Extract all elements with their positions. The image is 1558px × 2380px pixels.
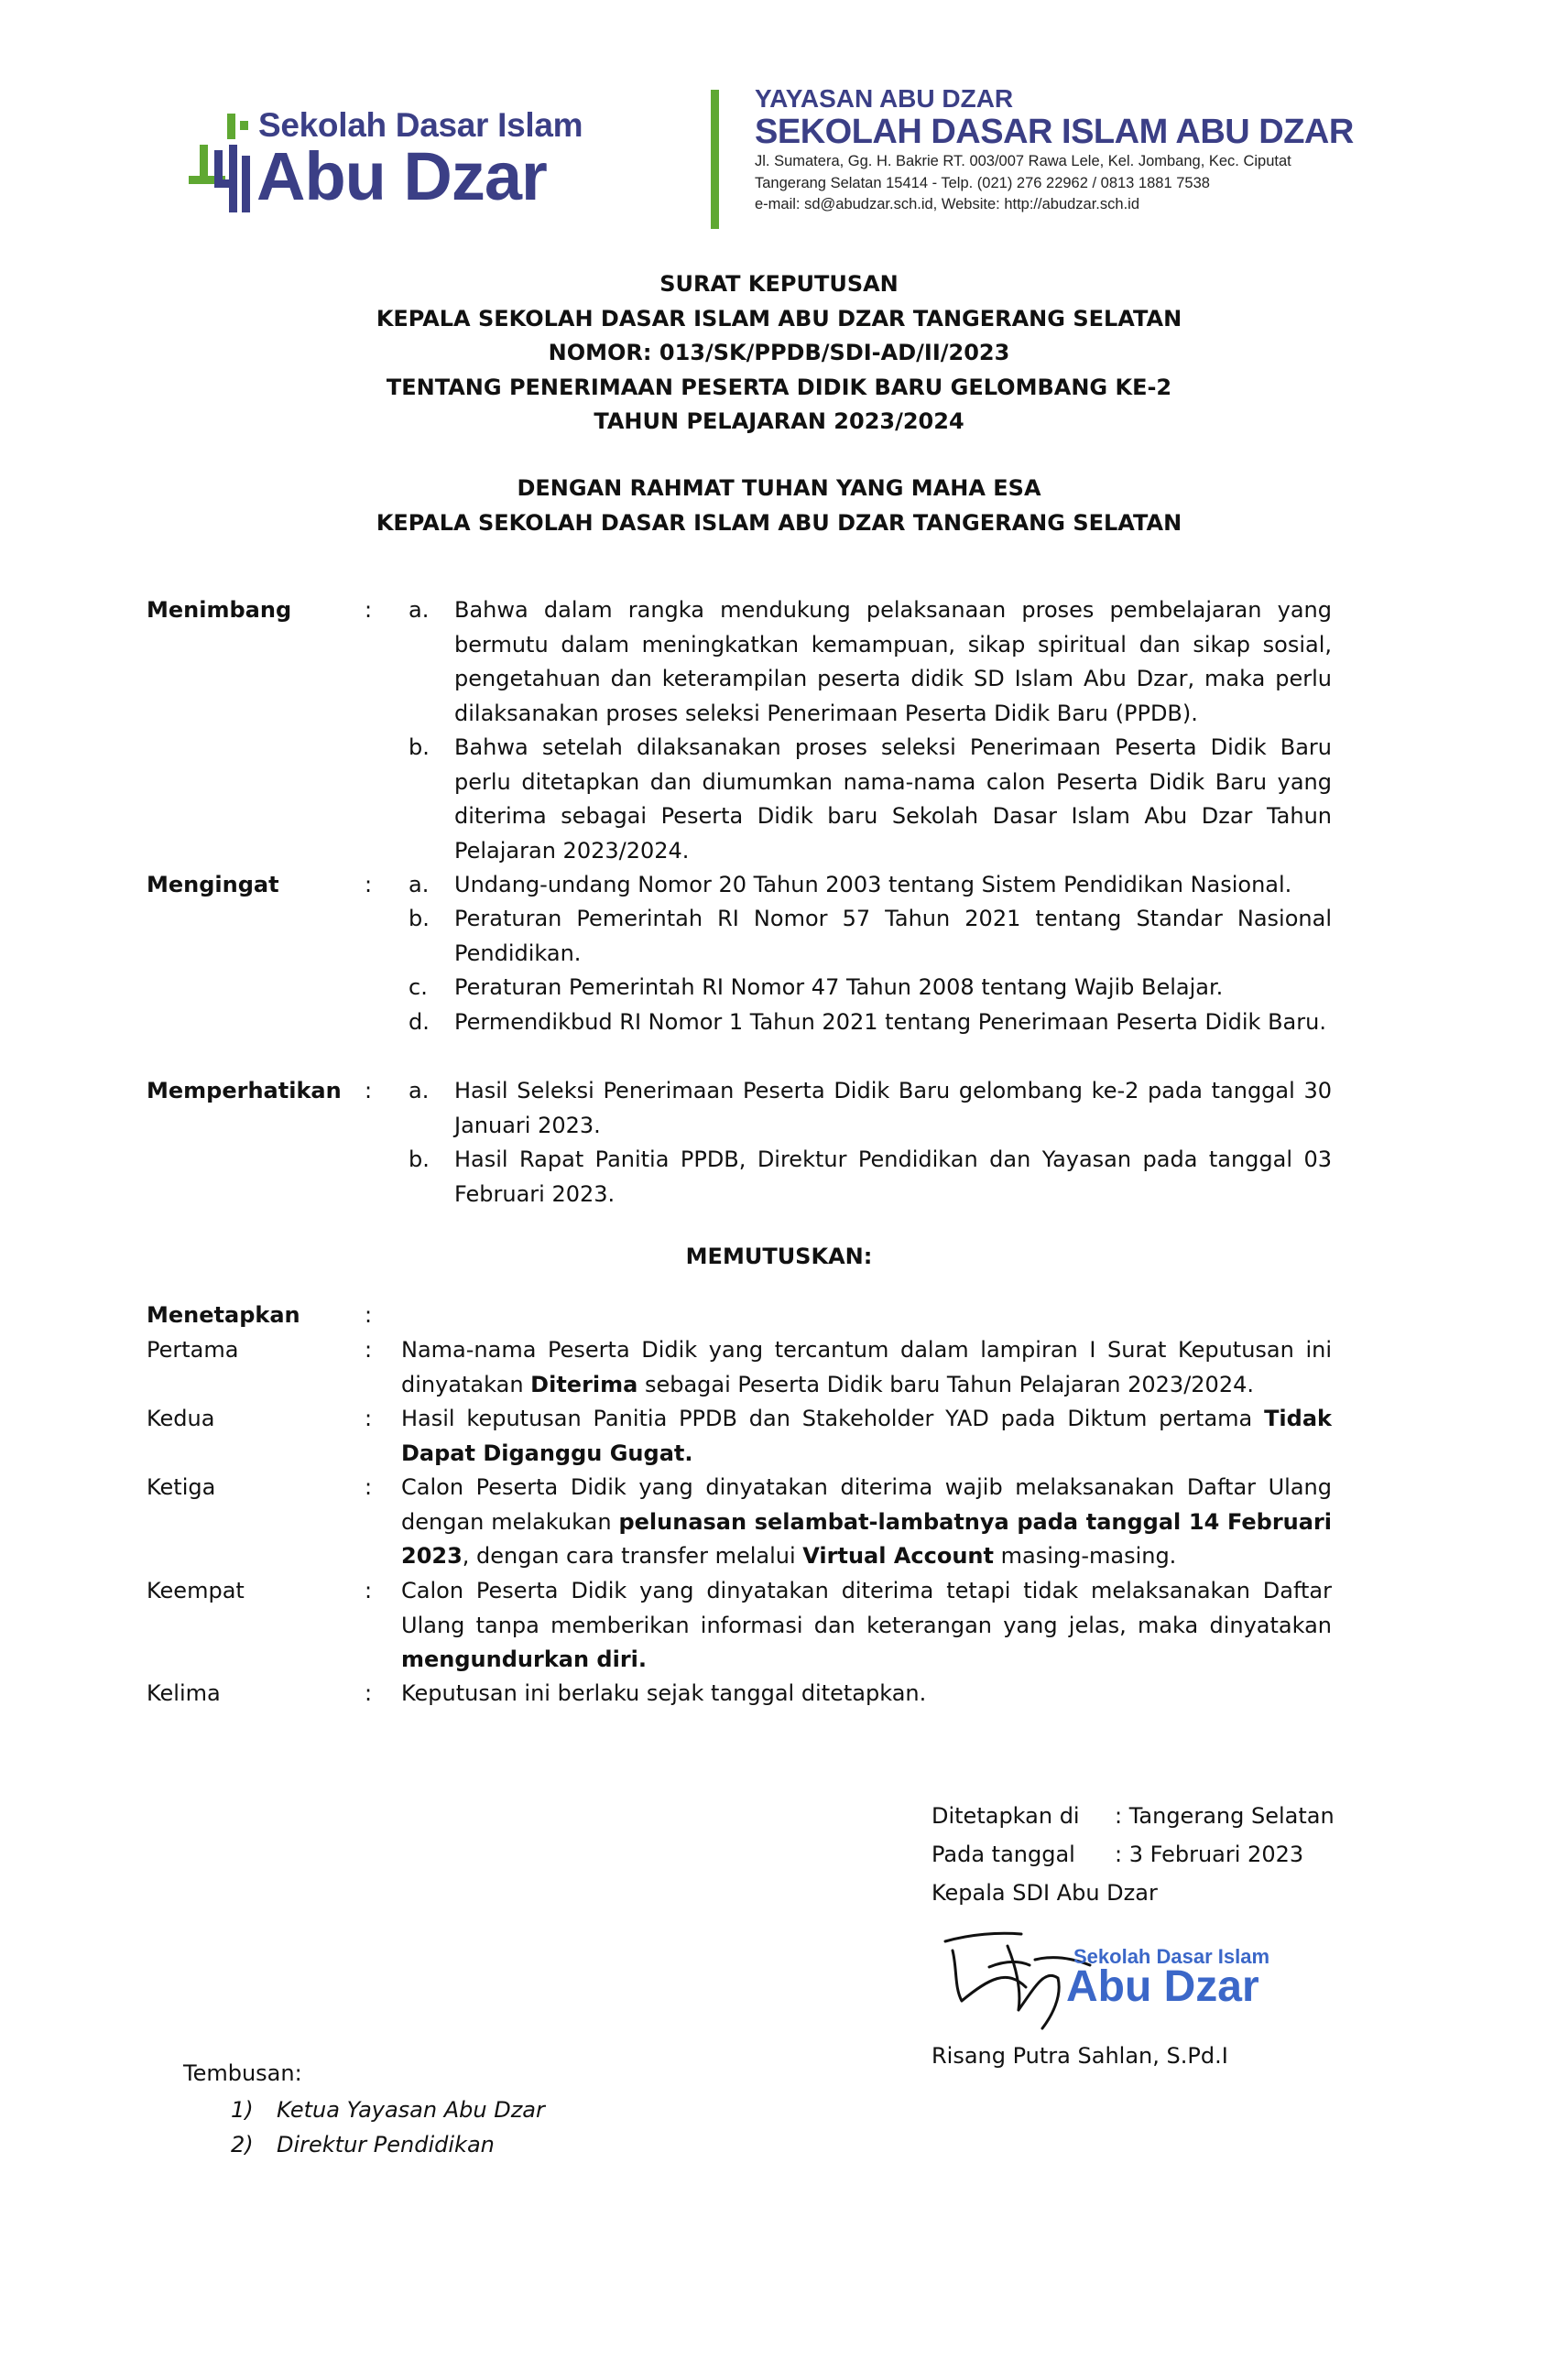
memperhatikan-label: Memperhatikan (147, 1078, 342, 1103)
diktum-pertama-colon: : (365, 1337, 373, 1363)
mengingat-d-text: Permendikbud RI Nomor 1 Tahun 2021 tentang Penerimaan Peserta Didik Baru. (454, 1009, 1326, 1035)
stamp-line1: Sekolah Dasar Islam (1073, 1945, 1270, 1968)
diktum-text-part: Calon Peserta Didik yang dinyatakan diterima wajib melaksanakan Daftar Ulang dengan melakukan (401, 1474, 1332, 1535)
diktum-keempat-text (401, 1574, 1332, 1678)
mengingat-b-text: Peraturan Pemerintah RI Nomor 57 Tahun 2021 tentang Standar Nasional Pendidikan. (454, 906, 1332, 966)
menetapkan-colon: : (365, 1302, 373, 1328)
memperhatikan-a-letter: a. (409, 1078, 430, 1103)
school-stamp (1066, 1940, 1284, 2022)
sig-place-row (932, 1797, 1335, 1835)
diktum-ketiga-colon: : (365, 1474, 373, 1500)
menimbang-b-letter: b. (409, 734, 430, 760)
address-line1: Jl. Sumatera, Gg. H. Bakrie RT. 003/007 Rawa Lele, Kel. Jombang, Kec. Ciputat (755, 153, 1291, 170)
diktum-bold-part: Diterima (530, 1371, 638, 1397)
menimbang-label: Menimbang (147, 597, 292, 623)
memutuskan-heading: MEMUTUSKAN: (685, 1244, 873, 1269)
memperhatikan-colon: : (365, 1078, 373, 1103)
title-line6: DENGAN RAHMAT TUHAN YANG MAHA ESA (517, 475, 1041, 501)
diktum-kedua-colon: : (365, 1406, 373, 1431)
mengingat-c-letter: c. (409, 974, 428, 1000)
tembusan-list (231, 2092, 545, 2162)
title-line3: NOMOR: 013/SK/PPDB/SDI-AD/II/2023 (548, 340, 1010, 365)
title-line1: SURAT KEPUTUSAN (659, 271, 899, 297)
title-line4: TENTANG PENERIMAAN PESERTA DIDIK BARU GELOMBANG KE-2 (386, 374, 1172, 400)
title-line5: TAHUN PELAJARAN 2023/2024 (594, 408, 964, 434)
diktum-text-part: Calon Peserta Didik yang dinyatakan diterima tetapi tidak melaksanakan Daftar Ulang tanpa memberikan informasi dan keterangan yang jelas, maka dinyatakan (401, 1578, 1332, 1638)
diktum-keempat-label: Keempat (147, 1578, 245, 1603)
diktum-text-part: masing-masing. (993, 1543, 1177, 1569)
diktum-bold-part: mengundurkan diri. (401, 1646, 648, 1672)
list-item-text: Ketua Yayasan Abu Dzar (277, 2097, 545, 2123)
memperhatikan-b-text: Hasil Rapat Panitia PPDB, Direktur Pendidikan dan Yayasan pada tanggal 03 Februari 2023. (454, 1147, 1332, 1207)
sig-date-row (932, 1835, 1335, 1874)
logo-line1: Sekolah Dasar Islam (258, 106, 583, 144)
letterhead-text (755, 84, 1396, 215)
list-item-number: 1) (231, 2097, 254, 2123)
sig-date-value: : 3 Februari 2023 (1115, 1842, 1304, 1867)
diktum-kelima-text: Keputusan ini berlaku sejak tanggal ditetapkan. (401, 1680, 927, 1706)
diktum-bold-part: Tidak Dapat Diganggu Gugat. (401, 1406, 1332, 1466)
diktum-ketiga-label: Ketiga (147, 1474, 216, 1500)
mengingat-d-letter: d. (409, 1009, 430, 1035)
diktum-text-part: sebagai Peserta Didik baru Tahun Pelajaran 2023/2024. (637, 1371, 1254, 1397)
school-logo (183, 103, 586, 220)
diktum-text-part: , dengan cara transfer melalui (462, 1543, 803, 1569)
list-item (231, 2092, 545, 2127)
logo-emblem-icon (183, 108, 256, 218)
diktum-kelima-label: Kelima (147, 1680, 221, 1706)
memperhatikan-b-letter: b. (409, 1147, 430, 1172)
signatory-name: Risang Putra Sahlan, S.Pd.I (932, 2043, 1228, 2069)
foundation-name: YAYASAN ABU DZAR (755, 84, 1014, 113)
mengingat-a-letter: a. (409, 872, 430, 897)
letterhead-divider (711, 90, 719, 229)
title-line2: KEPALA SEKOLAH DASAR ISLAM ABU DZAR TANGERANG SELATAN (376, 305, 1182, 331)
list-item (231, 2127, 545, 2162)
sig-place-label: Ditetapkan di (932, 1803, 1080, 1829)
diktum-kedua-label: Kedua (147, 1406, 215, 1431)
logo-line2: Abu Dzar (256, 138, 547, 214)
school-name: SEKOLAH DASAR ISLAM ABU DZAR (755, 113, 1354, 152)
sig-position: Kepala SDI Abu Dzar (932, 1880, 1158, 1906)
mengingat-colon: : (365, 872, 373, 897)
sig-date-label: Pada tanggal (932, 1842, 1075, 1867)
diktum-pertama-text (401, 1333, 1332, 1402)
title-line7: KEPALA SEKOLAH DASAR ISLAM ABU DZAR TANGERANG SELATAN (376, 509, 1182, 536)
address-line3: e-mail: sd@abudzar.sch.id, Website: http://abudzar.sch.id (755, 196, 1139, 213)
mengingat-label: Mengingat (147, 872, 279, 897)
address-line2: Tangerang Selatan 15414 - Telp. (021) 276 22962 / 0813 1881 7538 (755, 174, 1210, 191)
decree-preamble (0, 472, 1558, 540)
diktum-text-part: Nama-nama Peserta Didik yang tercantum dalam lampiran I Surat Keputusan ini dinyatakan (401, 1337, 1332, 1397)
diktum-kedua-text (401, 1402, 1332, 1471)
menimbang-b-text: Bahwa setelah dilaksanakan proses seleksi Penerimaan Peserta Didik Baru perlu ditetapkan dan diumumkan nama-nama calon Peserta Didik Baru yang diterima sebagai Peserta Didik baru Sekolah Dasar Islam Abu Dzar Tahun Pelajaran 2023/2024. (454, 734, 1332, 864)
tembusan-label: Tembusan: (183, 2060, 302, 2086)
list-item-text: Direktur Pendidikan (277, 2132, 495, 2157)
menimbang-a-letter: a. (409, 597, 430, 623)
decree-title (0, 267, 1558, 440)
diktum-pertama-label: Pertama (147, 1337, 239, 1363)
signature-block (932, 1797, 1335, 1912)
mengingat-a-text: Undang-undang Nomor 20 Tahun 2003 tentang Sistem Pendidikan Nasional. (454, 872, 1292, 897)
diktum-bold-part: Virtual Account (802, 1543, 994, 1569)
diktum-bold-part: pelunasan selambat-lambatnya pada tanggal 14 Februari 2023 (401, 1508, 1333, 1569)
list-item-number: 2) (231, 2132, 254, 2157)
mengingat-c-text: Peraturan Pemerintah RI Nomor 47 Tahun 2008 tentang Wajib Belajar. (454, 974, 1224, 1000)
menetapkan-label: Menetapkan (147, 1302, 300, 1328)
mengingat-b-letter: b. (409, 906, 430, 931)
menimbang-colon: : (365, 597, 373, 623)
stamp-line2: Abu Dzar (1066, 1962, 1259, 2011)
sig-place-value: : Tangerang Selatan (1115, 1803, 1335, 1829)
memperhatikan-a-text: Hasil Seleksi Penerimaan Peserta Didik Baru gelombang ke-2 pada tanggal 30 Januari 2023. (454, 1078, 1332, 1138)
diktum-text-part: Hasil keputusan Panitia PPDB dan Stakeholder YAD pada Diktum pertama (401, 1406, 1265, 1431)
diktum-keempat-colon: : (365, 1578, 373, 1603)
diktum-ketiga-text (401, 1471, 1332, 1574)
menimbang-a-text: Bahwa dalam rangka mendukung pelaksanaan proses pembelajaran yang bermutu dalam meningkatkan kemampuan, sikap spiritual dan sikap sosial, pengetahuan dan keterampilan peserta didik SD Islam Abu Dzar, maka perlu dilaksanakan proses seleksi Penerimaan Peserta Didik Baru (PPDB). (454, 597, 1332, 726)
diktum-kelima-colon: : (365, 1680, 373, 1706)
